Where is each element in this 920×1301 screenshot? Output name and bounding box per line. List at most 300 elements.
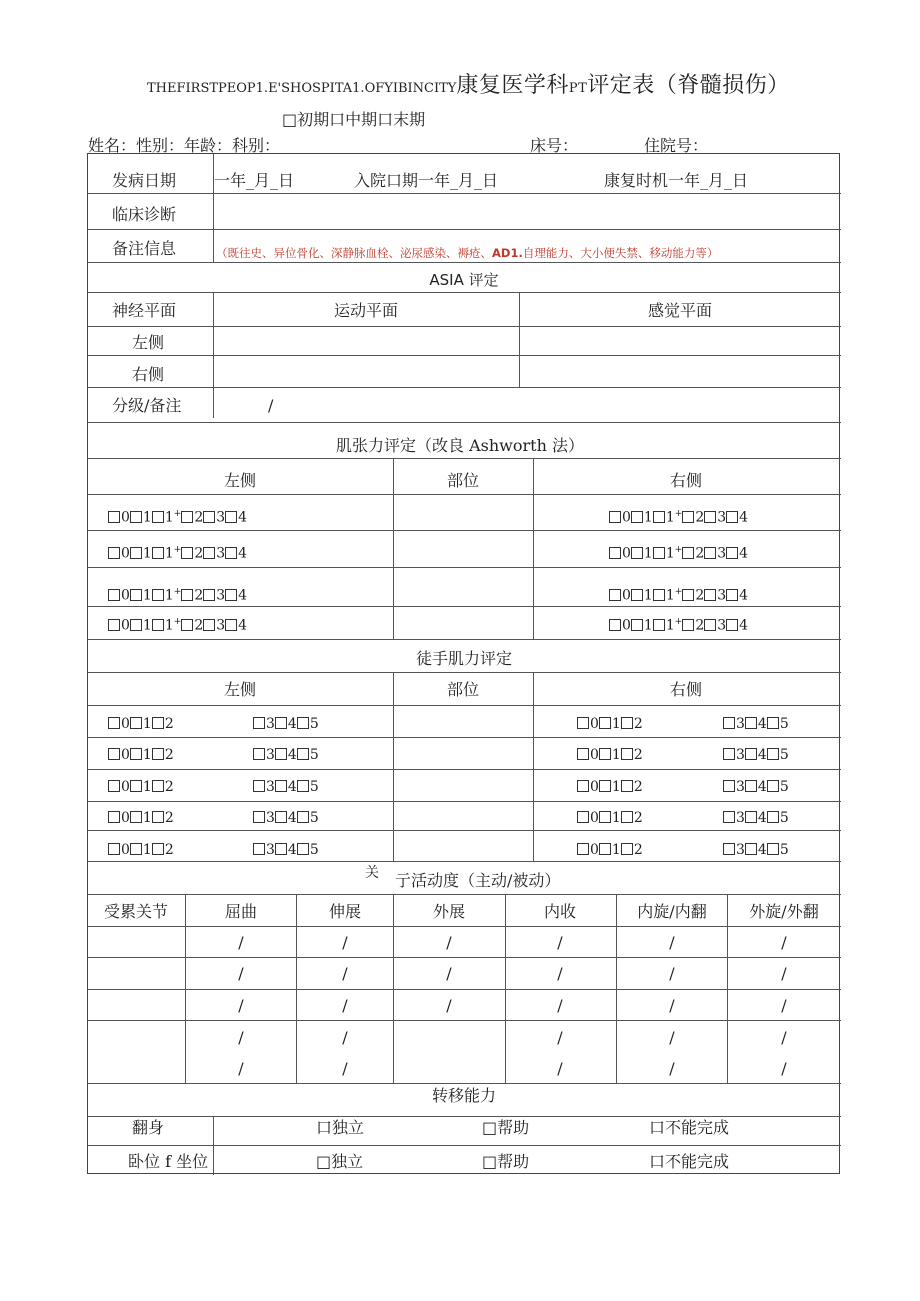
option-label: 5 bbox=[309, 810, 319, 826]
transfer-independent-option[interactable]: □独立 bbox=[316, 1152, 364, 1171]
plus-sign: + bbox=[173, 509, 182, 519]
option-label: 1 bbox=[142, 842, 152, 858]
checkbox-icon[interactable] bbox=[130, 547, 142, 559]
pt-label: PT bbox=[568, 81, 588, 96]
option-label: 0 bbox=[622, 509, 631, 526]
checkbox-icon[interactable] bbox=[152, 780, 164, 792]
option-label: 2 bbox=[633, 747, 643, 763]
checkbox-icon[interactable] bbox=[745, 843, 757, 855]
tone-right-options[interactable] bbox=[609, 612, 748, 636]
checkbox-icon[interactable] bbox=[297, 748, 309, 760]
checkbox-icon[interactable] bbox=[704, 547, 716, 559]
checkbox-icon[interactable] bbox=[577, 843, 589, 855]
checkbox-icon[interactable] bbox=[653, 619, 665, 631]
rom-cell[interactable]: / bbox=[781, 964, 787, 983]
option-label: 3 bbox=[216, 545, 226, 562]
transfer-row-label: 翻身 bbox=[132, 1118, 165, 1137]
asia-motor-level-header: 运动平面 bbox=[333, 301, 399, 320]
checkbox-icon[interactable] bbox=[275, 717, 287, 729]
option-label: 0 bbox=[121, 747, 130, 763]
form-subject: 评定表（脊髓损伤） bbox=[587, 73, 790, 98]
asia-grade-field[interactable]: / bbox=[268, 396, 274, 415]
option-label: 4 bbox=[739, 617, 749, 634]
checkbox-icon[interactable] bbox=[723, 780, 735, 792]
checkbox-icon[interactable] bbox=[297, 780, 309, 792]
option-label: 0 bbox=[590, 747, 599, 763]
rom-cell[interactable]: / bbox=[342, 996, 348, 1015]
option-label: 0 bbox=[590, 842, 599, 858]
rom-cell[interactable]: / bbox=[557, 933, 563, 952]
hospital-name-en: THEFIRSTPEOP1.E'SHOSPITA1.OFYIBINCITY bbox=[147, 81, 457, 96]
tone-right-header: 右侧 bbox=[669, 471, 703, 490]
option-label: 3 bbox=[216, 509, 226, 526]
checkbox-icon[interactable] bbox=[599, 780, 611, 792]
checkbox-icon[interactable] bbox=[723, 717, 735, 729]
mmt-right-low-options[interactable] bbox=[577, 714, 643, 734]
option-label: 2 bbox=[164, 779, 174, 795]
rom-col-header: 屈曲 bbox=[224, 902, 258, 921]
checkbox-icon[interactable] bbox=[297, 811, 309, 823]
checkbox-icon[interactable] bbox=[723, 843, 735, 855]
checkbox-icon[interactable] bbox=[609, 589, 621, 601]
asia-grade-label: 分级/备注 bbox=[112, 396, 182, 415]
mmt-right-high-options[interactable] bbox=[723, 777, 789, 797]
checkbox-icon[interactable] bbox=[253, 748, 265, 760]
checkbox-icon[interactable] bbox=[653, 547, 665, 559]
rom-cell[interactable]: / bbox=[342, 1028, 348, 1047]
checkbox-icon[interactable] bbox=[297, 843, 309, 855]
rom-cell[interactable]: / bbox=[669, 1028, 675, 1047]
option-label: 4 bbox=[739, 545, 749, 562]
tone-right-options[interactable] bbox=[609, 582, 748, 606]
option-label: 1 bbox=[142, 747, 152, 763]
tone-left-options[interactable] bbox=[108, 582, 247, 606]
checkbox-icon[interactable] bbox=[631, 589, 643, 601]
checkbox-icon[interactable] bbox=[275, 843, 287, 855]
option-label: 1 bbox=[611, 747, 621, 763]
mmt-left-high-options[interactable] bbox=[253, 714, 319, 734]
checkbox-icon[interactable] bbox=[631, 619, 643, 631]
rom-cell[interactable]: / bbox=[781, 933, 787, 952]
mmt-left-low-options[interactable] bbox=[108, 777, 174, 797]
rom-cell[interactable]: / bbox=[342, 964, 348, 983]
option-label: 5 bbox=[309, 747, 319, 763]
checkbox-icon[interactable] bbox=[726, 619, 738, 631]
option-label: 3 bbox=[717, 509, 727, 526]
mmt-right-high-options[interactable] bbox=[723, 745, 789, 765]
checkbox-icon[interactable] bbox=[181, 511, 193, 523]
option-label: 1 bbox=[643, 587, 653, 604]
option-label: 3 bbox=[266, 716, 275, 732]
option-label: 0 bbox=[622, 545, 631, 562]
checkbox-icon[interactable] bbox=[599, 748, 611, 760]
tone-part-header: 部位 bbox=[446, 471, 480, 490]
checkbox-icon[interactable] bbox=[599, 717, 611, 729]
rom-cell[interactable]: / bbox=[342, 933, 348, 952]
tone-left-options[interactable] bbox=[108, 612, 247, 636]
checkbox-icon[interactable] bbox=[130, 780, 142, 792]
rom-cell[interactable]: / bbox=[669, 1059, 675, 1078]
option-label: 2 bbox=[633, 779, 643, 795]
transfer-unable-option[interactable]: 口不能完成 bbox=[649, 1118, 730, 1137]
mmt-left-header: 左侧 bbox=[223, 680, 257, 699]
checkbox-icon[interactable] bbox=[225, 511, 237, 523]
rom-cell[interactable]: / bbox=[446, 933, 452, 952]
option-label: 2 bbox=[164, 716, 174, 732]
option-label: 4 bbox=[238, 545, 248, 562]
rom-cell[interactable]: / bbox=[446, 964, 452, 983]
clinical-diagnosis-label: 临床诊断 bbox=[112, 205, 177, 224]
checkbox-icon[interactable] bbox=[621, 843, 633, 855]
option-label: 4 bbox=[757, 747, 767, 763]
checkbox-icon[interactable] bbox=[682, 511, 694, 523]
checkbox-icon[interactable] bbox=[723, 748, 735, 760]
checkbox-icon[interactable] bbox=[275, 748, 287, 760]
mmt-left-low-options[interactable] bbox=[108, 808, 174, 828]
option-label: 3 bbox=[736, 810, 745, 826]
option-label: 3 bbox=[216, 587, 226, 604]
option-label: 3 bbox=[216, 617, 226, 634]
checkbox-icon[interactable] bbox=[609, 511, 621, 523]
rom-col-header: 伸展 bbox=[328, 902, 362, 921]
checkbox-icon[interactable] bbox=[704, 619, 716, 631]
option-label: 2 bbox=[164, 842, 174, 858]
option-label: 2 bbox=[695, 509, 705, 526]
option-label: 2 bbox=[633, 842, 643, 858]
checkbox-icon[interactable] bbox=[130, 843, 142, 855]
clinical-diagnosis-field[interactable] bbox=[218, 200, 833, 224]
checkbox-icon[interactable] bbox=[108, 589, 120, 601]
checkbox-icon[interactable] bbox=[767, 717, 779, 729]
option-label: 1 bbox=[142, 716, 152, 732]
checkbox-icon[interactable] bbox=[704, 589, 716, 601]
mmt-right-low-options[interactable] bbox=[577, 777, 643, 797]
option-label: 1 bbox=[611, 842, 621, 858]
checkbox-icon[interactable] bbox=[745, 780, 757, 792]
rehab-date-field[interactable]: 康复时机一年_月_日 bbox=[604, 171, 749, 190]
option-label: 2 bbox=[633, 810, 643, 826]
option-label: 2 bbox=[194, 617, 204, 634]
checkbox-icon[interactable] bbox=[577, 717, 589, 729]
transfer-unable-option[interactable]: 口不能完成 bbox=[649, 1152, 730, 1171]
transfer-row-label: 卧位 f 坐位 bbox=[128, 1152, 209, 1171]
option-label: 4 bbox=[238, 509, 248, 526]
checkbox-icon[interactable] bbox=[152, 547, 164, 559]
checkbox-icon[interactable] bbox=[108, 843, 120, 855]
checkbox-icon[interactable] bbox=[130, 619, 142, 631]
checkbox-icon[interactable] bbox=[152, 811, 164, 823]
mmt-left-low-options[interactable] bbox=[108, 745, 174, 765]
checkbox-icon[interactable] bbox=[253, 843, 265, 855]
option-label: 4 bbox=[238, 617, 248, 634]
option-label: 4 bbox=[757, 779, 767, 795]
checkbox-icon[interactable] bbox=[653, 511, 665, 523]
option-label: 4 bbox=[238, 587, 248, 604]
form-title bbox=[147, 68, 790, 99]
checkbox-icon[interactable] bbox=[181, 589, 193, 601]
mmt-left-low-options[interactable] bbox=[108, 714, 174, 734]
rom-cell[interactable]: / bbox=[446, 996, 452, 1015]
checkbox-icon[interactable] bbox=[181, 619, 193, 631]
option-label: 5 bbox=[779, 810, 789, 826]
checkbox-icon[interactable] bbox=[297, 717, 309, 729]
rom-cell[interactable]: / bbox=[669, 933, 675, 952]
checkbox-icon[interactable] bbox=[682, 619, 694, 631]
mmt-right-high-options[interactable] bbox=[723, 714, 789, 734]
tone-left-options[interactable] bbox=[108, 504, 247, 528]
option-label: 2 bbox=[194, 587, 204, 604]
checkbox-icon[interactable] bbox=[130, 589, 142, 601]
checkbox-icon[interactable] bbox=[108, 547, 120, 559]
checkbox-icon[interactable] bbox=[253, 717, 265, 729]
checkbox-icon[interactable] bbox=[152, 748, 164, 760]
rom-cell[interactable]: / bbox=[238, 1059, 244, 1078]
option-label: 1 bbox=[142, 617, 152, 634]
option-label: 5 bbox=[779, 747, 789, 763]
option-label: 1 bbox=[142, 509, 152, 526]
checkbox-icon[interactable] bbox=[682, 589, 694, 601]
checkbox-icon[interactable] bbox=[108, 511, 120, 523]
option-label: 1 bbox=[643, 617, 653, 634]
rom-cell[interactable]: / bbox=[781, 1028, 787, 1047]
option-label: 0 bbox=[590, 779, 599, 795]
mmt-right-high-options[interactable] bbox=[723, 840, 789, 860]
rom-section-title: 亍活动度（主动/被动） bbox=[395, 871, 561, 890]
transfer-assist-option[interactable]: □帮助 bbox=[482, 1118, 530, 1137]
checkbox-icon[interactable] bbox=[745, 717, 757, 729]
checkbox-icon[interactable] bbox=[152, 589, 164, 601]
mmt-section-title: 徒手肌力评定 bbox=[415, 649, 513, 668]
checkbox-icon[interactable] bbox=[609, 619, 621, 631]
checkbox-icon[interactable] bbox=[577, 780, 589, 792]
option-label: 1 bbox=[142, 587, 152, 604]
checkbox-icon[interactable] bbox=[275, 811, 287, 823]
asia-right-label: 右侧 bbox=[132, 365, 165, 384]
checkbox-icon[interactable] bbox=[745, 811, 757, 823]
mmt-left-low-options[interactable] bbox=[108, 840, 174, 860]
option-label: 3 bbox=[736, 842, 745, 858]
option-label: 2 bbox=[695, 545, 705, 562]
option-label: 4 bbox=[757, 842, 767, 858]
checkbox-icon[interactable] bbox=[723, 811, 735, 823]
option-label: 1 bbox=[142, 545, 152, 562]
checkbox-icon[interactable] bbox=[599, 811, 611, 823]
option-label: 0 bbox=[121, 617, 130, 634]
option-label: 1 bbox=[142, 779, 152, 795]
option-label: 5 bbox=[309, 842, 319, 858]
asia-section-title: ASIA 评定 bbox=[429, 271, 499, 289]
tone-right-options[interactable] bbox=[609, 504, 748, 528]
option-label: 0 bbox=[590, 716, 599, 732]
option-label: 2 bbox=[194, 545, 204, 562]
checkbox-icon[interactable] bbox=[621, 811, 633, 823]
option-label: 1 bbox=[164, 617, 174, 634]
checkbox-icon[interactable] bbox=[631, 511, 643, 523]
checkbox-icon[interactable] bbox=[181, 547, 193, 559]
checkbox-icon[interactable] bbox=[152, 619, 164, 631]
option-label: 5 bbox=[779, 842, 789, 858]
rom-cell[interactable]: / bbox=[669, 964, 675, 983]
onset-date-label: 发病日期 bbox=[112, 171, 177, 190]
checkbox-icon[interactable] bbox=[275, 780, 287, 792]
mmt-left-high-options[interactable] bbox=[253, 808, 319, 828]
checkbox-icon[interactable] bbox=[577, 811, 589, 823]
option-label: 4 bbox=[287, 716, 297, 732]
option-label: 5 bbox=[309, 716, 319, 732]
bed-number-label: 床号： bbox=[530, 136, 579, 155]
rom-cell[interactable]: / bbox=[557, 996, 563, 1015]
checkbox-icon[interactable] bbox=[130, 717, 142, 729]
checkbox-icon[interactable] bbox=[767, 780, 779, 792]
checkbox-icon[interactable] bbox=[203, 589, 215, 601]
option-label: 1 bbox=[611, 716, 621, 732]
option-label: 3 bbox=[736, 779, 745, 795]
checkbox-icon[interactable] bbox=[621, 717, 633, 729]
option-label: 0 bbox=[121, 587, 130, 604]
checkbox-icon[interactable] bbox=[653, 589, 665, 601]
option-label: 3 bbox=[717, 545, 727, 562]
mmt-right-high-options[interactable] bbox=[723, 808, 789, 828]
rom-cell[interactable]: / bbox=[669, 996, 675, 1015]
checkbox-icon[interactable] bbox=[621, 748, 633, 760]
checkbox-icon[interactable] bbox=[726, 589, 738, 601]
transfer-section-title: 转移能力 bbox=[431, 1086, 497, 1105]
department-name: 康复医学科 bbox=[456, 73, 569, 98]
checkbox-icon[interactable] bbox=[225, 619, 237, 631]
checkbox-icon[interactable] bbox=[108, 780, 120, 792]
checkbox-icon[interactable] bbox=[726, 547, 738, 559]
rom-col-header: 外展 bbox=[432, 902, 466, 921]
option-label: 5 bbox=[779, 716, 789, 732]
checkbox-icon[interactable] bbox=[767, 748, 779, 760]
onset-date-field[interactable]: 一年_月_日 bbox=[214, 171, 295, 190]
mmt-part-header: 部位 bbox=[446, 680, 480, 699]
checkbox-icon[interactable] bbox=[108, 748, 120, 760]
rom-cell[interactable]: / bbox=[557, 1059, 563, 1078]
checkbox-icon[interactable] bbox=[108, 619, 120, 631]
checkbox-icon[interactable] bbox=[726, 511, 738, 523]
checkbox-icon[interactable] bbox=[745, 748, 757, 760]
asia-sensory-level-header: 感觉平面 bbox=[647, 301, 713, 320]
option-label: 2 bbox=[695, 617, 705, 634]
option-label: 3 bbox=[736, 747, 745, 763]
option-label: 5 bbox=[779, 779, 789, 795]
option-label: 0 bbox=[121, 842, 130, 858]
checkbox-icon[interactable] bbox=[609, 547, 621, 559]
rom-col-header: 受累关节 bbox=[103, 902, 169, 921]
option-label: 1 bbox=[142, 810, 152, 826]
rom-cell[interactable]: / bbox=[238, 996, 244, 1015]
rom-title-fragment: 关 bbox=[365, 865, 379, 881]
remarks-hint[interactable]: （既往史、异位骨化、深静脉血栓、泌尿感染、褥疮、AD1.自理能力、大小便失禁、移动能力等） bbox=[216, 246, 719, 260]
checkbox-icon[interactable] bbox=[253, 780, 265, 792]
option-label: 1 bbox=[164, 545, 174, 562]
tone-right-options[interactable] bbox=[609, 540, 748, 564]
tone-left-options[interactable] bbox=[108, 540, 247, 564]
plus-sign: + bbox=[674, 587, 683, 597]
mmt-left-high-options[interactable] bbox=[253, 777, 319, 797]
rom-cell[interactable]: / bbox=[557, 964, 563, 983]
checkbox-icon[interactable] bbox=[621, 780, 633, 792]
transfer-independent-option[interactable]: 口独立 bbox=[316, 1118, 365, 1137]
checkbox-icon[interactable] bbox=[682, 547, 694, 559]
plus-sign: + bbox=[173, 545, 182, 555]
plus-sign: + bbox=[173, 587, 182, 597]
option-label: 0 bbox=[121, 716, 130, 732]
option-label: 1 bbox=[643, 509, 653, 526]
transfer-assist-option[interactable]: □帮助 bbox=[482, 1152, 530, 1171]
option-label: 0 bbox=[622, 617, 631, 634]
rom-cell[interactable]: / bbox=[238, 933, 244, 952]
stage-checkboxes[interactable]: □初期口中期口末期 bbox=[282, 110, 426, 129]
plus-sign: + bbox=[674, 545, 683, 555]
checkbox-icon[interactable] bbox=[203, 511, 215, 523]
option-label: 4 bbox=[739, 509, 749, 526]
admission-date-field[interactable]: 入院口期一年_月_日 bbox=[354, 171, 499, 190]
checkbox-icon[interactable] bbox=[108, 811, 120, 823]
checkbox-icon[interactable] bbox=[108, 717, 120, 729]
plus-sign: + bbox=[674, 509, 683, 519]
option-label: 3 bbox=[736, 716, 745, 732]
rom-cell[interactable]: / bbox=[781, 1059, 787, 1078]
checkbox-icon[interactable] bbox=[599, 843, 611, 855]
checkbox-icon[interactable] bbox=[130, 511, 142, 523]
checkbox-icon[interactable] bbox=[152, 843, 164, 855]
option-label: 4 bbox=[287, 842, 297, 858]
checkbox-icon[interactable] bbox=[767, 811, 779, 823]
checkbox-icon[interactable] bbox=[577, 748, 589, 760]
option-label: 1 bbox=[665, 617, 675, 634]
checkbox-icon[interactable] bbox=[130, 748, 142, 760]
option-label: 0 bbox=[121, 545, 130, 562]
assessment-table bbox=[87, 153, 840, 1174]
mmt-right-low-options[interactable] bbox=[577, 840, 643, 860]
patient-basic-fields: 姓名：性别：年龄：科别： bbox=[88, 136, 281, 155]
rom-col-header: 外旋/外翻 bbox=[749, 902, 819, 921]
checkbox-icon[interactable] bbox=[225, 547, 237, 559]
rom-cell[interactable]: / bbox=[342, 1059, 348, 1078]
checkbox-icon[interactable] bbox=[253, 811, 265, 823]
option-label: 4 bbox=[757, 810, 767, 826]
option-label: 1 bbox=[611, 779, 621, 795]
rom-cell[interactable]: / bbox=[238, 1028, 244, 1047]
mmt-right-low-options[interactable] bbox=[577, 745, 643, 765]
rom-cell[interactable]: / bbox=[557, 1028, 563, 1047]
rom-cell[interactable]: / bbox=[781, 996, 787, 1015]
checkbox-icon[interactable] bbox=[152, 717, 164, 729]
checkbox-icon[interactable] bbox=[130, 811, 142, 823]
checkbox-icon[interactable] bbox=[631, 547, 643, 559]
checkbox-icon[interactable] bbox=[767, 843, 779, 855]
rom-col-header: 内旋/内翻 bbox=[637, 902, 707, 921]
plus-sign: + bbox=[674, 617, 683, 627]
admission-number-label: 住院号： bbox=[644, 136, 709, 155]
mmt-left-high-options[interactable] bbox=[253, 745, 319, 765]
option-label: 4 bbox=[287, 747, 297, 763]
checkbox-icon[interactable] bbox=[225, 589, 237, 601]
option-label: 1 bbox=[164, 587, 174, 604]
mmt-right-low-options[interactable] bbox=[577, 808, 643, 828]
mmt-left-high-options[interactable] bbox=[253, 840, 319, 860]
checkbox-icon[interactable] bbox=[203, 619, 215, 631]
checkbox-icon[interactable] bbox=[203, 547, 215, 559]
option-label: 2 bbox=[695, 587, 705, 604]
rom-cell[interactable]: / bbox=[238, 964, 244, 983]
checkbox-icon[interactable] bbox=[704, 511, 716, 523]
option-label: 3 bbox=[717, 617, 727, 634]
option-label: 4 bbox=[287, 810, 297, 826]
checkbox-icon[interactable] bbox=[152, 511, 164, 523]
